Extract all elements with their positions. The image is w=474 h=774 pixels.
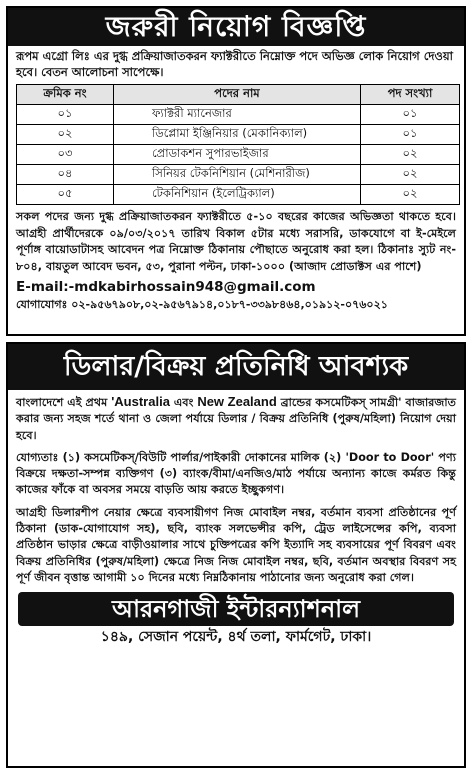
dealer-intro: [8, 390, 464, 446]
col-post-name: পদের নাম: [114, 85, 361, 105]
table-row: [17, 185, 460, 205]
cell-count: ০১: [361, 125, 460, 145]
table-row: [17, 105, 460, 125]
notice-email: E-mail:-mdkabirhossain948@gmail.com: [16, 279, 316, 295]
dealer-title: ডিলার/বিক্রয় প্রতিনিধি আবশ্যক: [8, 344, 464, 390]
cell-count: ০২: [361, 185, 460, 205]
cell-count: ০১: [361, 105, 460, 125]
brand-australia: 'Australia: [111, 394, 170, 409]
col-post-count: পদ সংখ্যা: [361, 85, 460, 105]
jobs-table: [16, 84, 460, 205]
notice-title: জরুরী নিয়োগ বিজ্ঞপ্তি: [8, 8, 464, 46]
dealer-intro-and: এবং: [173, 396, 194, 409]
company-address: ১৪৯, সেজান পয়েন্ট, ৪র্থ তলা, ফার্মগেট, ঢাকা।: [100, 629, 372, 646]
cell-post: টেকনিশিয়ান (ইলেট্রিক্যাল): [114, 185, 361, 205]
notice-details: সকল পদের জন্য দুগ্ধ প্রক্রিয়াজাতকরন ফ্যাক্টরীতে ৫-১০ বছরের কাজের অভিজ্ঞতা থাকতে হবে। আগ্রহী প্রার্থীদেরকে ০৯/০৩/২০১৭ তারিখ বিকাল ৫টার মধ্যে সরাসরি, ডাকযোগে বা ই-মেইলে পূর্ণাঙ্গ বায়োডাটাসহ আবেদন পত্র নিম্নোক্ত ঠিকানায় পৌছাতে অনুরোধ করা হল। ঠিকানাঃ স্যুট নং- ৮০৪, বায়তুল আবেদ ভবন, ৫৩, পুরানা পল্টন, ঢাকা-১০০০ (আজাদ প্রোডাক্টস এর পাশে): [16, 210, 456, 273]
table-header-row: [17, 85, 460, 105]
brand-new-zealand: New Zealand: [197, 394, 277, 409]
table-row: [17, 145, 460, 165]
table-row: [17, 165, 460, 185]
cell-post: প্রোডাকশন সুপারভাইজার: [114, 145, 361, 165]
notice-intro: রূপম এগ্রো লিঃ এর দুগ্ধ প্রক্রিয়াজাতকরন ফ্যাক্টরীতে নিম্নোক্ত পদে অভিজ্ঞ লোক নিয়োগ দেওয়া হবে। বেতন আলোচনা সাপেক্ষে।: [16, 49, 453, 79]
cell-serial: ০৪: [17, 165, 114, 185]
cell-post: ডিপ্লোমা ইঞ্জিনিয়ার (মেকানিক্যাল): [114, 125, 361, 145]
notice-contact: যোগাযোগঃ ০২-৯৫৬৭৯০৮,০২-৯৫৬৭৯১৪,০১৮৭-৩৩৯৮৪৬৪,০১৯১২-০৭৬০২১: [16, 298, 388, 311]
dealer-intro-text: বাংলাদেশে এই প্রথম: [16, 396, 108, 409]
cell-count: ০২: [361, 165, 460, 185]
table-row: [17, 125, 460, 145]
cell-count: ০২: [361, 145, 460, 165]
dealer-notice: [6, 342, 466, 768]
company-name: আরনগাজী ইন্টারন্যাশনাল: [18, 592, 454, 626]
col-serial: ক্রমিক নং: [17, 85, 114, 105]
cell-serial: ০১: [17, 105, 114, 125]
cell-serial: ০২: [17, 125, 114, 145]
dealer-intro-rest: ব্রান্ডের কসমেটিকস্ সামগ্রী' বাজারজাত করার জন্য সহজ শর্তে থানা ও জেলা পর্যায়ে ডিলার / বিক্রয় প্রতিনিধি (পুরুষ/মহিলা) নিয়োগ দেয়া হবে।: [16, 396, 456, 442]
dealer-qualifications: যোগ্যতাঃ (১) কসমেটিকস্/বিউটি পার্লার/পাইকারী দোকানের মালিক (২) 'Door to Door' পণ্য বিক্রয়ে দক্ষতা-সম্পন্ন ব্যক্তিগণ (৩) ব্যাংক/বীমা/এনজিও/মাঠ পর্যায়ে অন্যান্য কাজে কর্মরত কিন্তু কাজের ফাঁকে বা অবসর সময়ে বাড়তি আয় করতে ইচ্ছুকগণ।: [16, 450, 456, 497]
cell-serial: ০৩: [17, 145, 114, 165]
dealer-application-details: আগ্রহী ডিলারশীপ নেয়ার ক্ষেত্রে ব্যবসায়ীগণ নিজ মোবাইল নম্বর, বর্তমান ব্যবসা প্রতিষ্ঠানের পূর্ণ ঠিকানা (ডাক-যোগাযোগ সহ), ছবি, ব্যাংক সলভেন্সীর কপি, ট্রেড লাইসেন্সের কপি, ব্যবসা প্রতিষ্ঠান ভাড়ার ক্ষেত্রে বাড়ীওয়ালার সাথে চুক্তিপত্রের কপি ইত্যাদি সহ ব্যবসায়ের পূর্ণ বিবরণ এবং বিক্রয় প্রতিনিধির (পুরুষ/মহিলা) ক্ষেত্রে নিজ নিজ মোবাইল নম্বর, ছবি, বর্তমান অবস্থার বিবরণ সহ পূর্ণ জীবন বৃত্তান্ত আগামী ১০ দিনের মধ্যে নিম্নঠিকানায় পাঠানোর জন্য অনুরোধ করা গেল।: [16, 505, 456, 584]
cell-post: সিনিয়র টেকনিশিয়ান (মেশিনারীজ): [114, 165, 361, 185]
cell-post: ফ্যাক্টরী ম্যানেজার: [114, 105, 361, 125]
recruitment-notice: [6, 6, 466, 336]
cell-serial: ০৫: [17, 185, 114, 205]
